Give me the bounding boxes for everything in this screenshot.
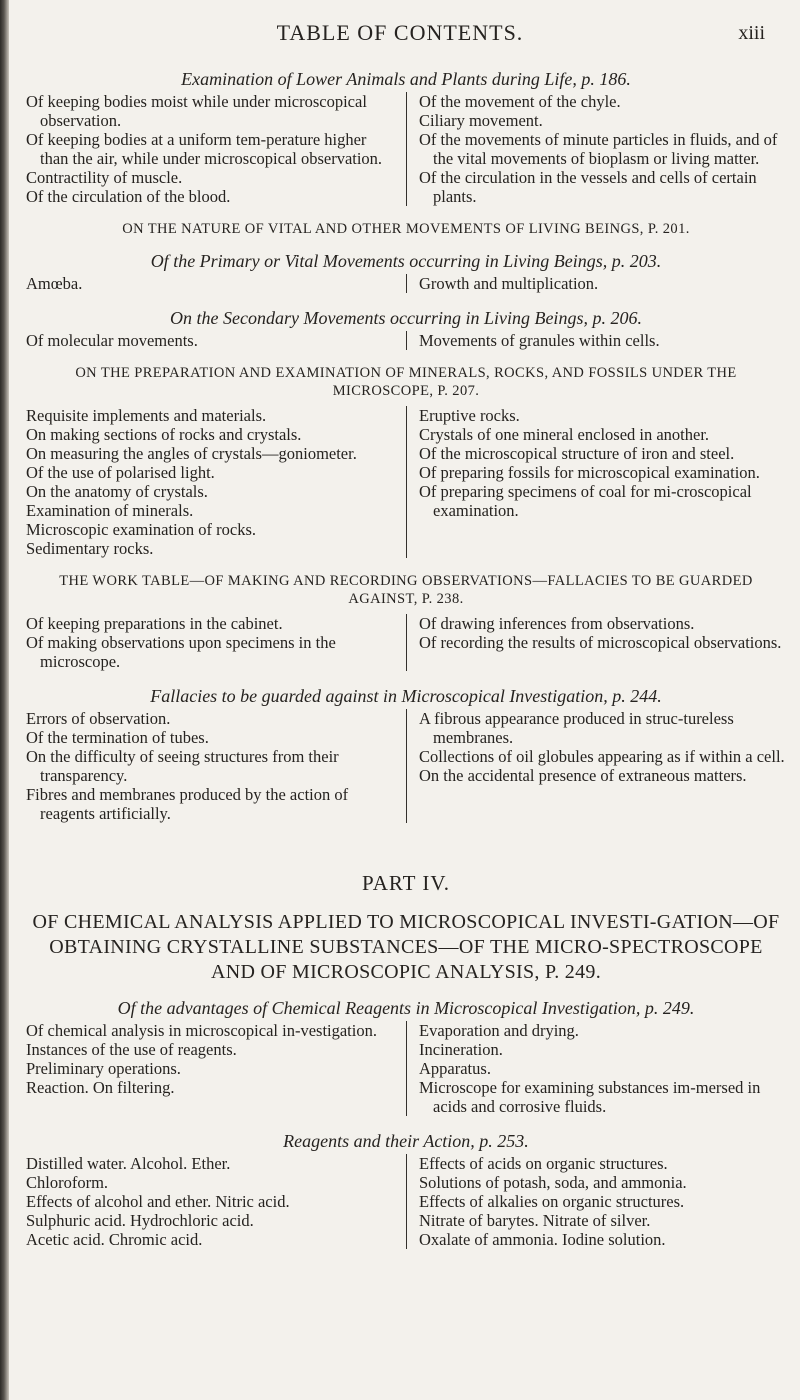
contents-entry: Of keeping bodies at a uniform tem-perature higher than the air, while under microscopical observation. bbox=[26, 130, 383, 168]
contents-entry: Of the movements of minute particles in fluids, and of the vital movements of bioplasm or living matter. bbox=[419, 130, 778, 168]
contents-entry: Examination of minerals. bbox=[26, 501, 194, 520]
section-heading: Reagents and their Action, p. 253. bbox=[283, 1131, 529, 1151]
section-heading: Fallacies to be guarded against in Microscopical Investigation, p. 244. bbox=[150, 686, 662, 706]
section-heading: OF CHEMICAL ANALYSIS APPLIED TO MICROSCOPICAL INVESTI-GATION—OF OBTAINING CRYSTALLINE SUBSTANCES—OF THE MICRO-SPECTROSCOPE AND OF MICROSCOPIC ANALYSIS, P. 249. bbox=[32, 911, 780, 983]
contents-entry: Solutions of potash, soda, and ammonia. bbox=[419, 1173, 687, 1192]
right-column bbox=[406, 274, 786, 293]
contents-entry: On making sections of rocks and crystals. bbox=[26, 425, 302, 444]
contents-entry: Crystals of one mineral enclosed in another. bbox=[419, 425, 710, 444]
left-column bbox=[26, 92, 406, 206]
contents-entry: Eruptive rocks. bbox=[419, 406, 520, 425]
contents-entry: Of the circulation of the blood. bbox=[26, 187, 231, 206]
contents-entry: On the accidental presence of extraneous matters. bbox=[419, 766, 747, 785]
two-column-entries bbox=[26, 614, 786, 671]
contents-body bbox=[26, 68, 786, 1263]
contents-entry: Of the microscopical structure of iron and steel. bbox=[419, 444, 735, 463]
right-column bbox=[406, 406, 786, 558]
contents-entry: Chloroform. bbox=[26, 1173, 109, 1192]
page-number: xiii bbox=[738, 22, 765, 44]
contents-entry: Sulphuric acid. Hydrochloric acid. bbox=[26, 1211, 254, 1230]
right-column bbox=[406, 331, 786, 350]
contents-entry: Movements of granules within cells. bbox=[419, 331, 660, 350]
contents-entry: Of making observations upon specimens in the microscope. bbox=[26, 633, 336, 671]
left-column bbox=[26, 1021, 406, 1116]
contents-entry: Sedimentary rocks. bbox=[26, 539, 154, 558]
contents-section bbox=[26, 685, 786, 823]
right-column bbox=[406, 709, 786, 823]
right-column bbox=[406, 614, 786, 671]
section-heading: Examination of Lower Animals and Plants during Life, p. 186. bbox=[181, 69, 631, 89]
contents-entry: Nitrate of barytes. Nitrate of silver. bbox=[419, 1211, 651, 1230]
contents-entry: Acetic acid. Chromic acid. bbox=[26, 1230, 203, 1249]
contents-entry: Reaction. On filtering. bbox=[26, 1078, 175, 1097]
left-column bbox=[26, 331, 406, 350]
contents-entry: Errors of observation. bbox=[26, 709, 171, 728]
two-column-entries bbox=[26, 274, 786, 293]
contents-entry: Of the use of polarised light. bbox=[26, 463, 215, 482]
contents-section bbox=[26, 910, 786, 985]
contents-section bbox=[26, 220, 786, 238]
left-column bbox=[26, 614, 406, 671]
contents-sections bbox=[26, 68, 786, 823]
contents-section bbox=[26, 1130, 786, 1249]
contents-entry: On measuring the angles of crystals—goniometer. bbox=[26, 444, 357, 463]
section-heading: Of the Primary or Vital Movements occurring in Living Beings, p. 203. bbox=[150, 251, 662, 271]
two-column-entries bbox=[26, 92, 786, 206]
contents-entry: Effects of alcohol and ether. Nitric acid. bbox=[26, 1192, 290, 1211]
contents-entry: Collections of oil globules appearing as if within a cell. bbox=[419, 747, 785, 766]
contents-section bbox=[26, 250, 786, 293]
contents-entry: Incineration. bbox=[419, 1040, 503, 1059]
contents-entry: Oxalate of ammonia. Iodine solution. bbox=[419, 1230, 666, 1249]
section-heading: ON THE PREPARATION AND EXAMINATION OF MINERALS, ROCKS, AND FOSSILS UNDER THE MICROSCOPE, P. 207. bbox=[75, 365, 737, 399]
section-heading: THE WORK TABLE—OF MAKING AND RECORDING OBSERVATIONS—FALLACIES TO BE GUARDED AGAINST, P. 238. bbox=[59, 573, 753, 607]
contents-entry: Effects of acids on organic structures. bbox=[419, 1154, 668, 1173]
contents-entry: Ciliary movement. bbox=[419, 111, 543, 130]
left-column bbox=[26, 274, 406, 293]
contents-entry: Of drawing inferences from observations. bbox=[419, 614, 695, 633]
contents-entry: Of preparing specimens of coal for mi-croscopical examination. bbox=[419, 482, 752, 520]
two-column-entries bbox=[26, 709, 786, 823]
contents-entry: Of keeping preparations in the cabinet. bbox=[26, 614, 283, 633]
contents-entry: Fibres and membranes produced by the action of reagents artificially. bbox=[26, 785, 349, 823]
contents-entry: On the difficulty of seeing structures from their transparency. bbox=[26, 747, 339, 785]
contents-entry: Distilled water. Alcohol. Ether. bbox=[26, 1154, 231, 1173]
contents-entry: Instances of the use of reagents. bbox=[26, 1040, 237, 1059]
contents-entry: On the anatomy of crystals. bbox=[26, 482, 208, 501]
contents-entry: Amœba. bbox=[26, 274, 83, 293]
section-heading: Of the advantages of Chemical Reagents in Microscopical Investigation, p. 249. bbox=[117, 998, 695, 1018]
two-column-entries bbox=[26, 1021, 786, 1116]
contents-entry: Preliminary operations. bbox=[26, 1059, 181, 1078]
contents-entry: Growth and multiplication. bbox=[419, 274, 599, 293]
contents-entry: Of the movement of the chyle. bbox=[419, 92, 621, 111]
contents-entry: Of the termination of tubes. bbox=[26, 728, 209, 747]
left-column bbox=[26, 1154, 406, 1249]
contents-entry: Of the circulation in the vessels and cells of certain plants. bbox=[419, 168, 757, 206]
contents-entry: Of molecular movements. bbox=[26, 331, 198, 350]
contents-entry: Effects of alkalies on organic structures. bbox=[419, 1192, 685, 1211]
contents-entry: Requisite implements and materials. bbox=[26, 406, 267, 425]
contents-entry: Of chemical analysis in microscopical in-vestigation. bbox=[26, 1021, 377, 1040]
section-heading: ON THE NATURE OF VITAL AND OTHER MOVEMENTS OF LIVING BEINGS, P. 201. bbox=[122, 221, 690, 237]
two-column-entries bbox=[26, 1154, 786, 1249]
page-binding-edge bbox=[0, 0, 9, 1400]
contents-section bbox=[26, 68, 786, 206]
contents-section bbox=[26, 364, 786, 558]
contents-entry: Contractility of muscle. bbox=[26, 168, 183, 187]
right-column bbox=[406, 92, 786, 206]
contents-entry: Of preparing fossils for microscopical examination. bbox=[419, 463, 760, 482]
two-column-entries bbox=[26, 331, 786, 350]
contents-entry: Microscopic examination of rocks. bbox=[26, 520, 257, 539]
contents-entry: Of recording the results of microscopical observations. bbox=[419, 633, 782, 652]
contents-entry: Evaporation and drying. bbox=[419, 1021, 579, 1040]
contents-section bbox=[26, 572, 786, 671]
part-four-sections bbox=[26, 910, 786, 1249]
section-heading: On the Secondary Movements occurring in Living Beings, p. 206. bbox=[170, 308, 642, 328]
contents-section bbox=[26, 307, 786, 350]
contents-entry: A fibrous appearance produced in struc-tureless membranes. bbox=[419, 709, 734, 747]
contents-section bbox=[26, 997, 786, 1116]
part-title: PART IV. bbox=[361, 871, 451, 895]
right-column bbox=[406, 1154, 786, 1249]
right-column bbox=[406, 1021, 786, 1116]
left-column bbox=[26, 709, 406, 823]
two-column-entries bbox=[26, 406, 786, 558]
left-column bbox=[26, 406, 406, 558]
contents-entry: Of keeping bodies moist while under microscopical observation. bbox=[26, 92, 367, 130]
contents-entry: Apparatus. bbox=[419, 1059, 491, 1078]
contents-entry: Microscope for examining substances im-mersed in acids and corrosive fluids. bbox=[419, 1078, 761, 1116]
running-head: TABLE OF CONTENTS. bbox=[276, 20, 524, 45]
